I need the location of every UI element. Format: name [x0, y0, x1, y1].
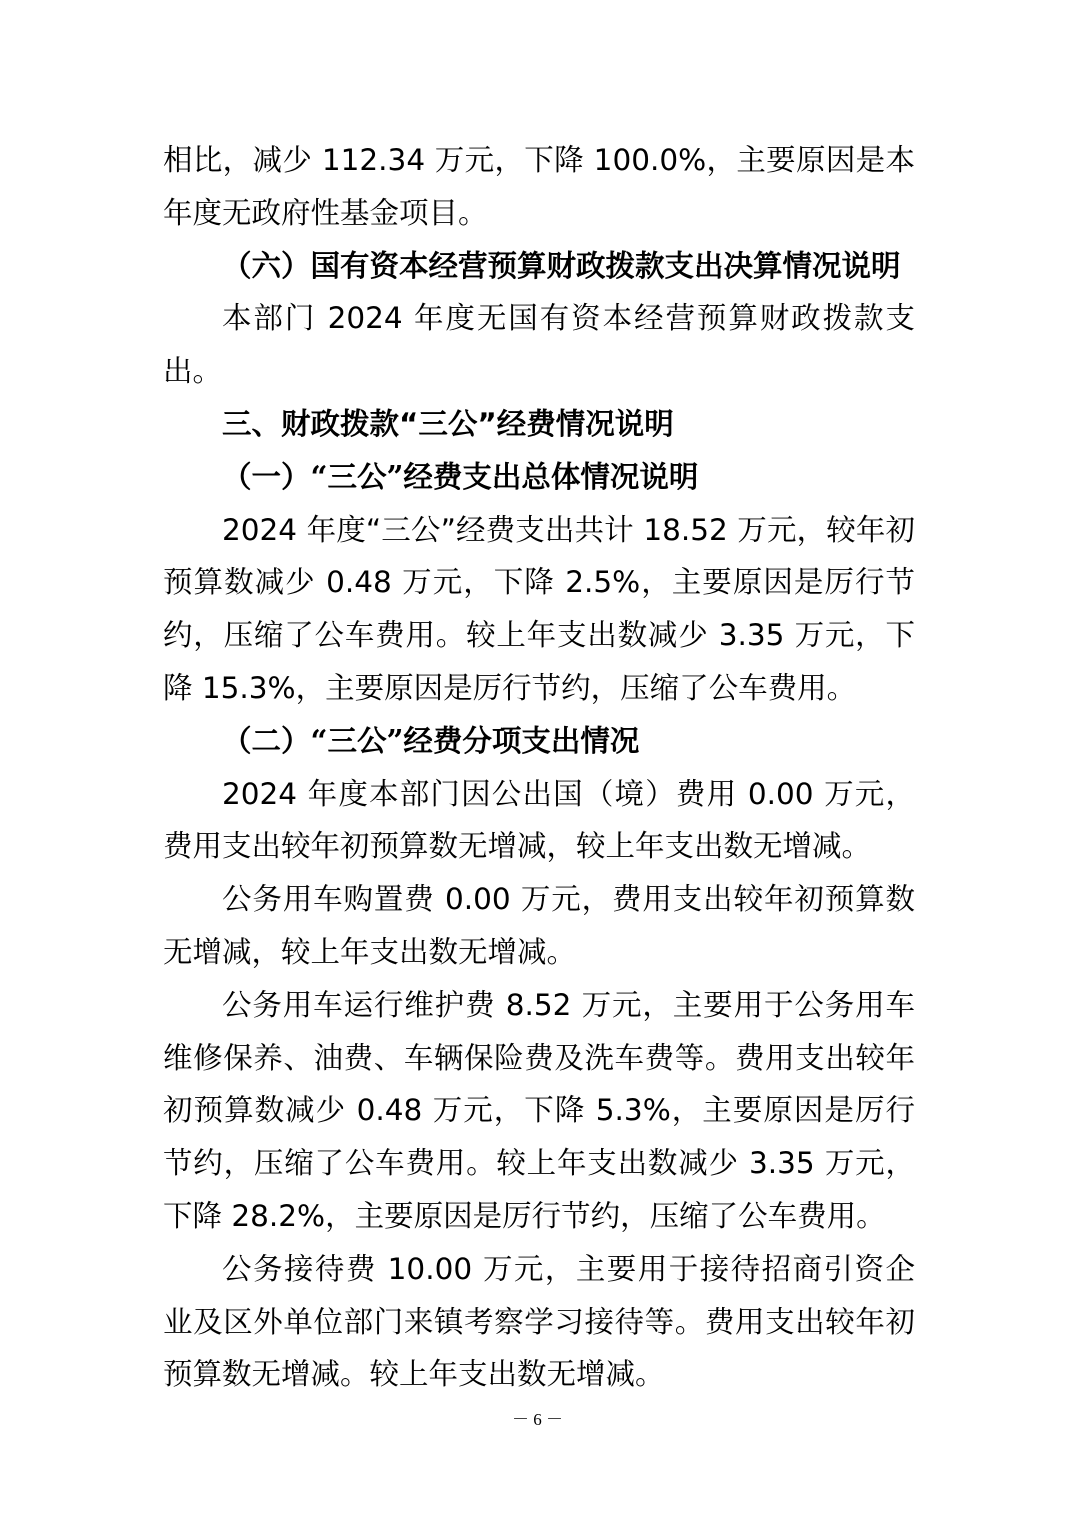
document-body — [163, 134, 915, 1401]
paragraph-three-public-overview: 2024 年度“三公”经费支出共计 18.52 万元，较年初预算数减少 0.48 万元，下降 2.5%，主要原因是厉行节约，压缩了公车费用。较上年支出数减少 3.35 万元，下降 15.3%，主要原因是厉行节约，压缩了公车费用。 — [163, 512, 915, 705]
subsection-heading-1: （一）“三公”经费支出总体情况说明 — [222, 458, 699, 494]
paragraph-vehicle-purchase: 公务用车购置费 0.00 万元，费用支出较年初预算数无增减，较上年支出数无增减。 — [163, 882, 915, 969]
paragraph-overseas-travel: 2024 年度本部门因公出国（境）费用 0.00 万元，费用支出较年初预算数无增减，较上年支出数无增减。 — [163, 776, 915, 864]
page-number: － 6 － — [512, 1410, 563, 1429]
subsection-heading-2: （二）“三公”经费分项支出情况 — [222, 722, 640, 758]
section-heading-6: （六）国有资本经营预算财政拨款支出决算情况说明 — [222, 247, 901, 283]
paragraph-continuation: 相比，减少 112.34 万元，下降 100.0%，主要原因是本年度无政府性基金项目。 — [163, 143, 915, 230]
paragraph-reception: 公务接待费 10.00 万元，主要用于接待招商引资企业及区外单位部门来镇考察学习接待等。费用支出较年初预算数无增减。较上年支出数无增减。 — [163, 1251, 915, 1392]
paragraph-vehicle-maintenance: 公务用车运行维护费 8.52 万元，主要用于公务用车维修保养、油费、车辆保险费及洗车费等。费用支出较年初预算数减少 0.48 万元，下降 5.3%，主要原因是厉行节约，压缩了公车费用。较上年支出数减少 3.35 万元，下降 28.2%，主要原因是厉行节约，压缩了公车费用。 — [163, 987, 915, 1233]
chapter-heading-3: 三、财政拨款“三公”经费情况说明 — [222, 406, 674, 441]
paragraph-state-capital: 本部门 2024 年度无国有资本经营预算财政拨款支出。 — [163, 301, 915, 389]
